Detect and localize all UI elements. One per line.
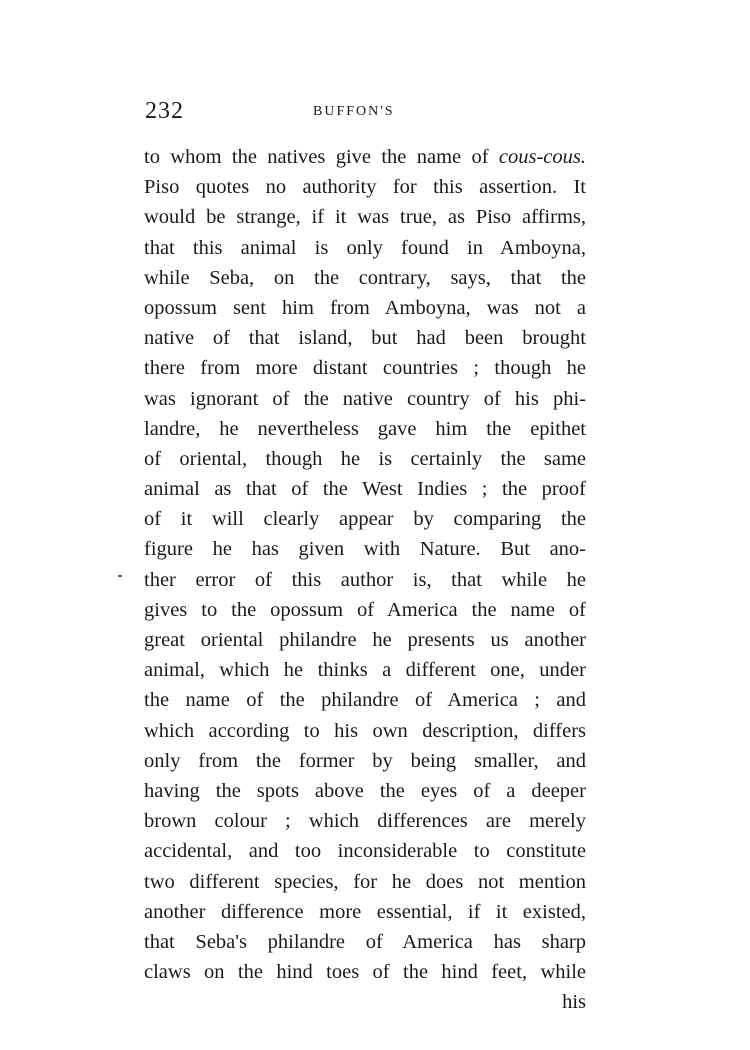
text-line: figure he has given with Nature. But ano- [144, 538, 586, 561]
text-line: another difference more essential, if it existed, [144, 900, 586, 923]
text-line: claws on the hind toes of the hind feet, while [144, 961, 586, 984]
text-line: native of that island, but had been brought [144, 327, 586, 350]
text-line: animal as that of the West Indies ; the proof [144, 478, 586, 501]
text-line: while Seba, on the contrary, says, that the [144, 266, 586, 289]
text-line: which according to his own description, differs [144, 719, 586, 742]
body-text [144, 142, 586, 1017]
text-line: opossum sent him from Amboyna, was not a [144, 296, 586, 319]
text-line: would be strange, if it was true, as Piso affirms, [144, 206, 586, 229]
text-line: two different species, for he does not mention [144, 870, 586, 893]
text-line: the name of the philandre of America ; and [144, 689, 586, 712]
text-line: gives to the opossum of America the name of [144, 598, 586, 621]
text-line: ther error of this author is, that while he [144, 568, 586, 591]
text-line: great oriental philandre he presents us another [144, 629, 586, 651]
text-line: to whom the natives give the name of cous-cous. [144, 146, 586, 168]
text-line: animal, which he thinks a different one, under [144, 659, 586, 682]
text-line: accidental, and too inconsiderable to constitute [144, 840, 586, 863]
text-line: of oriental, though he is certainly the same [144, 447, 586, 470]
text-line: that this animal is only found in Amboyna, [144, 236, 586, 259]
text-line: only from the former by being smaller, and [144, 749, 586, 772]
text-line: was ignorant of the native country of his phi- [144, 387, 586, 410]
italic-term: cous-cous. [498, 146, 586, 168]
page-number: 232 [145, 98, 184, 124]
text-line: there from more distant countries ; though he [144, 357, 586, 380]
text-line: having the spots above the eyes of a deeper [144, 779, 586, 802]
text-line: brown colour ; which differences are merely [144, 810, 586, 833]
margin-mark [118, 575, 122, 577]
text-line: landre, he nevertheless gave him the epithet [144, 417, 586, 440]
running-title: BUFFON'S [313, 104, 395, 119]
running-head [145, 98, 585, 128]
text-line: that Seba's philandre of America has sharp [144, 930, 586, 953]
catchword: his [562, 991, 586, 1014]
text-line: Piso quotes no authority for this assertion. It [144, 176, 586, 199]
text-line: of it will clearly appear by comparing the [144, 508, 586, 531]
